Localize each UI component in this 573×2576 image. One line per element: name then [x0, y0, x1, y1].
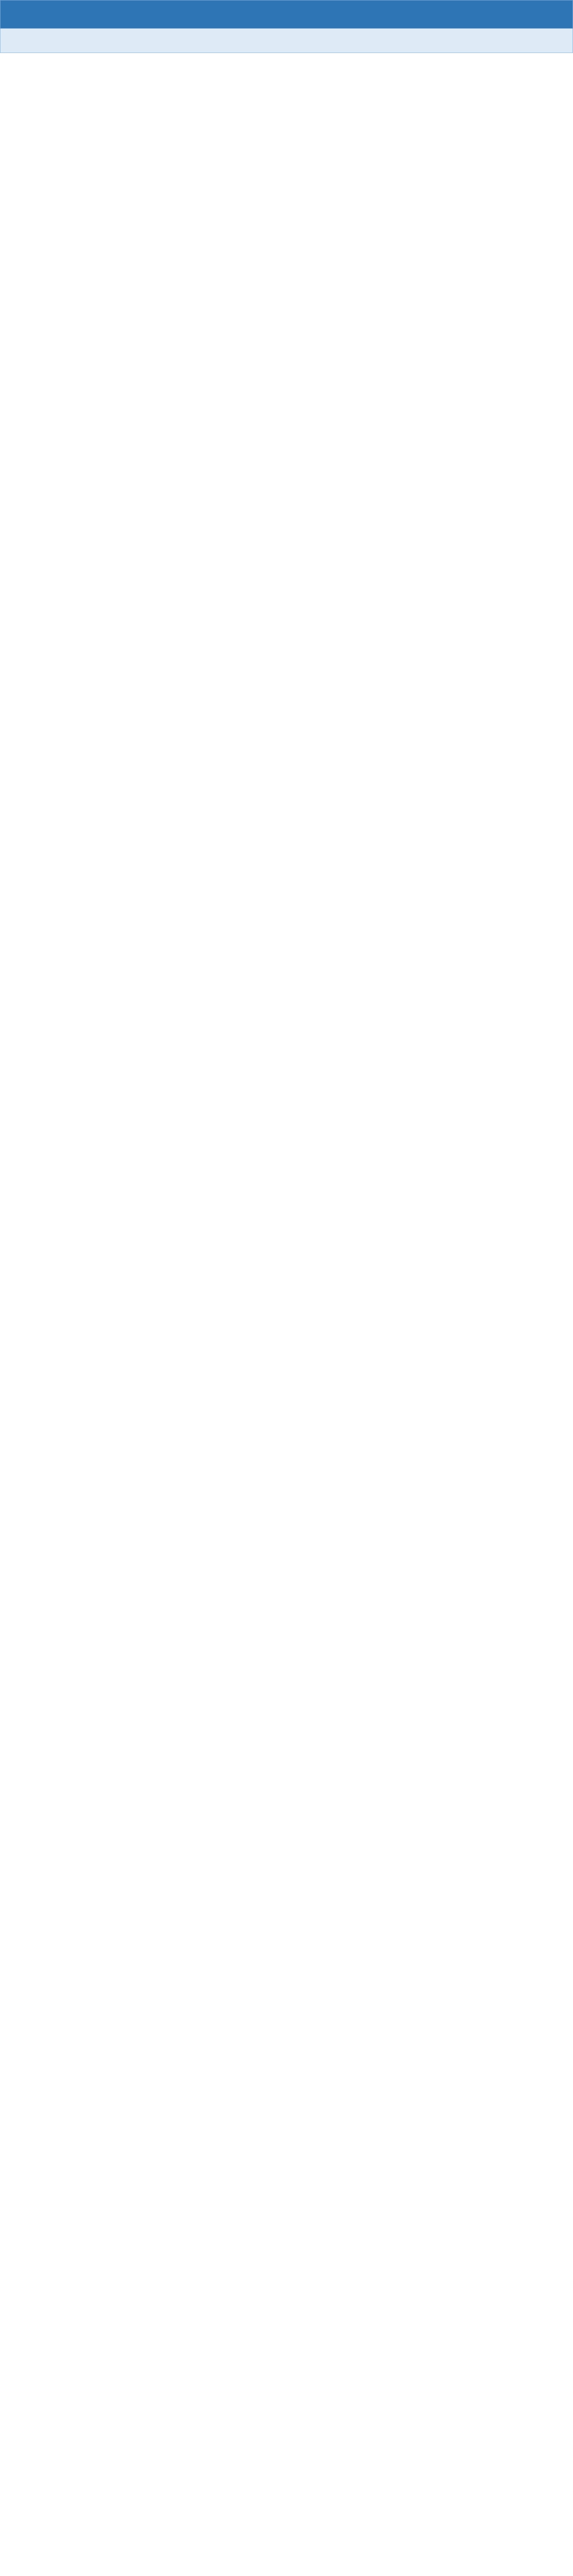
section-subtitle	[0, 29, 573, 53]
document-title	[0, 0, 573, 29]
